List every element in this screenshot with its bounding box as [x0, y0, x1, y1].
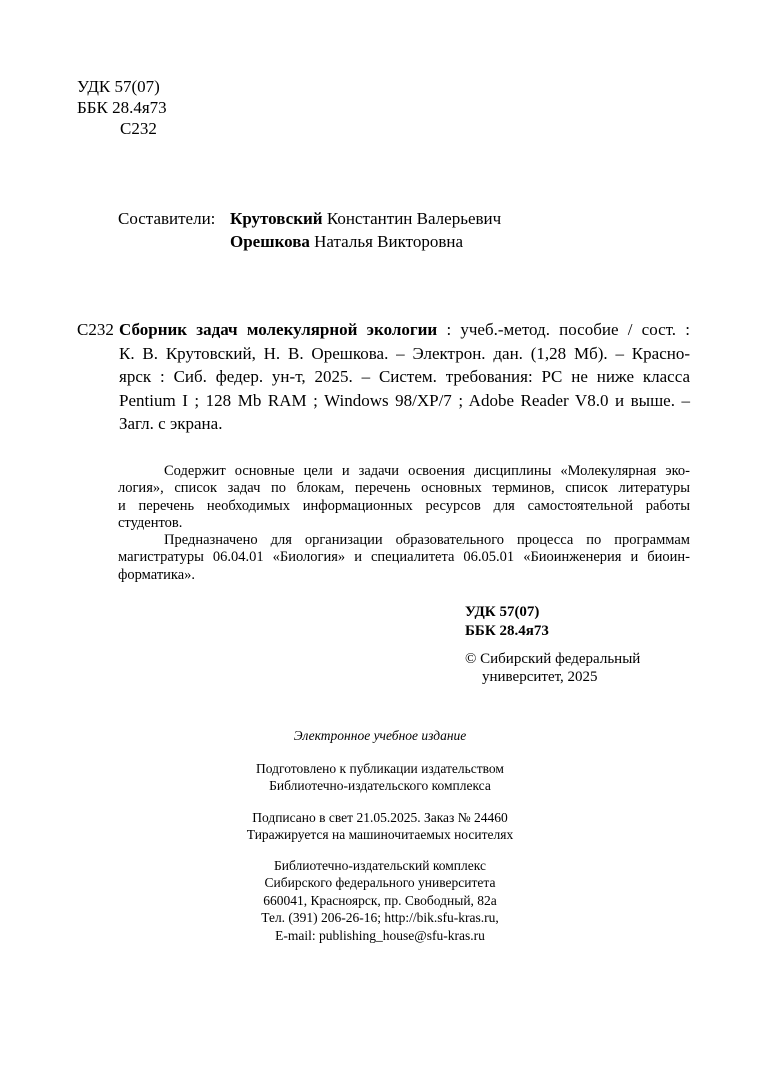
annotation-p1-line-2: логия», список задач по блокам, перечень основных терминов, список литературы: [118, 480, 690, 497]
publication-details: [160, 809, 600, 844]
compiler-2-name: Наталья Викторовна: [309, 232, 464, 251]
bib-author-mark: С232: [77, 320, 114, 339]
annotation-p1-line-3: и перечень необходимых информационных ресурсов для самостоятельной работы: [118, 497, 690, 514]
preparation-line-2: Библиотечно-издательского комплекса: [269, 778, 491, 794]
copyright-line-1: © Сибирский федеральный: [465, 651, 641, 667]
preparation-line-1: Подготовлено к публикации издательством: [256, 761, 504, 776]
bib-description: [119, 318, 690, 436]
annotation-p2-line-3: форматика».: [118, 566, 196, 583]
bib-line-1: Сборник задач молекулярной экологии : учеб.-метод. пособие / сост. :: [119, 320, 690, 339]
udk-code-bottom: УДК 57(07): [465, 604, 540, 620]
annotation: [118, 463, 690, 584]
annotation-p2-line-1: Предназначено для организации образовательного процесса по программам: [164, 532, 690, 549]
bbk-code-top: ББК 28.4я73: [77, 98, 167, 117]
publisher-email: E-mail: publishing_house@sfu-kras.ru: [275, 927, 485, 943]
annotation-p2-line-2: магистратуры 06.04.01 «Биология» и специалитета 06.05.01 «Биоинженерия и биоин-: [118, 549, 690, 566]
annotation-p1-line-4: студентов.: [118, 514, 183, 531]
publisher-phone-site: Тел. (391) 206-26-16; http://bik.sfu-kras.ru,: [261, 910, 499, 926]
bibliographic-record: [77, 318, 690, 436]
preparation-note: [160, 760, 600, 795]
compiler-1-name: Константин Валерьевич: [322, 209, 502, 228]
replication-note: Тиражируется на машиночитаемых носителях: [246, 827, 514, 843]
author-mark-top: С232: [120, 119, 157, 138]
compiler-1-surname: Крутовский: [230, 209, 323, 228]
udk-code-top: УДК 57(07): [77, 77, 160, 96]
edition-type: Электронное учебное издание: [293, 728, 467, 743]
annotation-p1-line-1: Содержит основные цели и задачи освоения дисциплины «Молекулярная эко-: [164, 463, 690, 479]
publisher-contacts: [160, 857, 600, 944]
compiler-2-surname: Орешкова: [230, 232, 310, 251]
bbk-code-bottom: ББК 28.4я73: [465, 623, 549, 639]
bib-title: Сборник задач молекулярной экологии: [119, 320, 438, 339]
bib-line-4: Pentium I ; 128 Mb RAM ; Windows 98/XP/7 ; Adobe Reader V8.0 и выше. –: [119, 390, 690, 410]
compilers-label: Составители:: [118, 209, 216, 228]
copyright-line-2: университет, 2025: [482, 669, 598, 685]
publisher-line-1: Библиотечно-издательский комплекс: [274, 858, 486, 873]
publisher-line-2: Сибирского федерального университета: [264, 875, 496, 891]
bib-line-3: ярск : Сиб. федер. ун-т, 2025. – Систем. требования: PC не ниже класса: [119, 367, 690, 386]
bib-line-5: Загл. с экрана.: [119, 414, 223, 433]
compiler-2: [230, 229, 463, 255]
signed-date-order: Подписано в свет 21.05.2025. Заказ № 24460: [252, 810, 508, 825]
bib-line-2: К. В. Крутовский, Н. В. Орешкова. – Электрон. дан. (1,28 Мб). – Красно-: [119, 343, 690, 363]
publisher-address: 660041, Красноярск, пр. Свободный, 82а: [263, 892, 497, 908]
